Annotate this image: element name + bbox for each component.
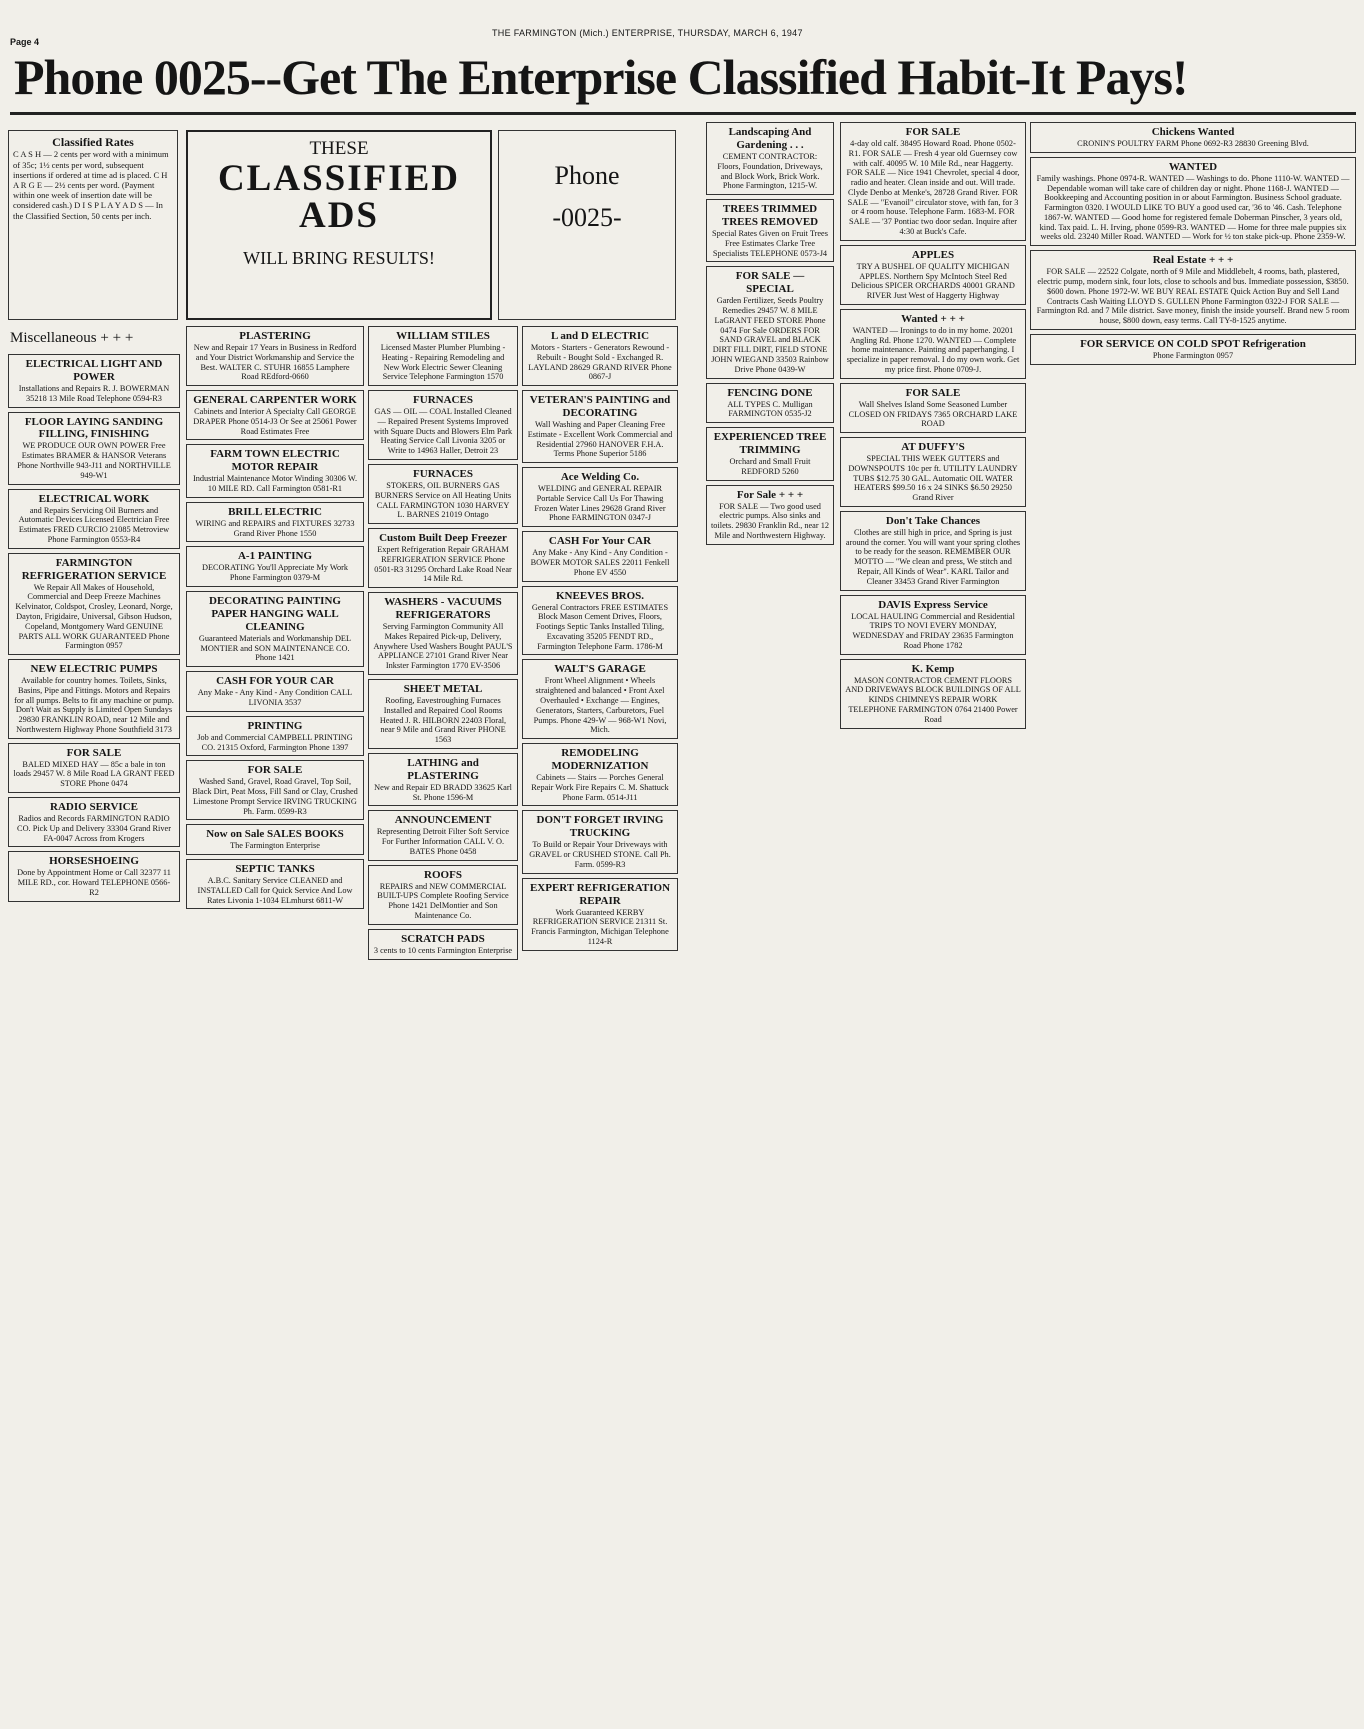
promo-ads: ADS [298, 195, 380, 236]
ad-title: Real Estate + + + [1152, 254, 1234, 267]
ad-body: CEMENT CONTRACTOR: Floors, Foundation, Driveways, and Block Work, Brick Work. Phone Farmington, 1215-W. [717, 151, 823, 191]
ad-title: ELECTRICAL LIGHT AND POWER [25, 358, 163, 383]
ad-title: FLOOR LAYING SANDING FILLING, FINISHING [24, 415, 164, 441]
classified-promo [186, 130, 492, 320]
ad-title: WALT'S GARAGE [554, 663, 646, 676]
rates-box [8, 130, 178, 320]
ad-body: Serving Farmington Community All Makes Repaired Pick-up, Delivery, Anywhere Used Washers Bought PAUL'S APPLIANCE 27101 Grand River Near Inkster Farmington 1770 EV-3506 [373, 622, 513, 671]
ad-body: SPECIAL THIS WEEK GUTTERS and DOWNSPOUTS 10c per ft. UTILITY LAUNDRY TUBS $12.75 30 GAL. Automatic OIL WATER HEATERS $99.50 16 x 24 SINKS $6.50 29250 Grand River [848, 454, 1018, 503]
ad-body: Front Wheel Alignment • Wheels straightened and balanced • Front Axel Overhauled • Exchange — Engines, Generators, Starters, Carburetors, Fuel Pumps. Phone 429-W — 968-W1 Novi, Mich. [533, 676, 667, 735]
banner-headline: Phone 0025--Get The Enterprise Classified Habit-It Pays! [14, 49, 1188, 105]
ad-body: DECORATING You'll Appreciate My Work Phone Farmington 0379-M [201, 563, 349, 583]
ad-title: Now on Sale SALES BOOKS [206, 828, 344, 841]
ad-title: FURNACES [413, 467, 473, 480]
ad-title: FURNACES [413, 394, 473, 407]
classified-ad [840, 309, 1026, 379]
ad-title: For Sale + + + [736, 488, 804, 501]
ad-title: Wanted + + + [901, 312, 965, 325]
ad-title: APPLES [911, 248, 955, 261]
classified-ad [368, 929, 518, 960]
column-2 [186, 326, 364, 1723]
page-header [0, 0, 1364, 54]
ad-body: Orchard and Small Fruit REDFORD 5260 [729, 457, 811, 476]
classified-ad [706, 122, 834, 195]
classified-ad [368, 528, 518, 588]
ad-body: Garden Fertilizer, Seeds Poultry Remedies 29457 W. 8 MILE LaGRANT FEED STORE Phone 0474 For Sale ORDERS FOR SAND GRAVEL and BLACK DIRT FILL DIRT, FIELD STONE JOHN WIEGAND 33503 Rainbow Drive Phone 0439-W [711, 296, 829, 374]
promo-these: THESE [309, 138, 369, 159]
ad-body: We Repair All Makes of Household, Commercial and Deep Freeze Machines Kelvinator, Coldspot, Crosley, Leonard, Norge, Dayton, Frigidaire, Universal, Gibson Hudson, Copeland, Montgomery Ward GENUINE PARTS ALL WORK GUARANTEED Phone Farmington 0957 [15, 582, 173, 651]
classified-ad [8, 743, 180, 793]
classified-ad [368, 753, 518, 807]
classified-ad [8, 851, 180, 901]
classified-ad [522, 531, 678, 581]
ad-title: ROOFS [424, 868, 462, 881]
ad-title: SCRATCH PADS [401, 932, 485, 945]
ad-title: WILLIAM STILES [396, 330, 490, 342]
rates-title: Classified Rates [52, 135, 134, 149]
classified-ad [840, 245, 1026, 305]
classified-ad [1030, 334, 1356, 365]
ad-body: BALED MIXED HAY — 85c a bale in ton loads 29457 W. 8 Mile Road LA GRANT FEED STORE Phone 0474 [13, 759, 175, 789]
classified-ad [186, 390, 364, 440]
ad-title: Custom Built Deep Freezer [379, 532, 507, 545]
ad-title: FOR SERVICE ON COLD SPOT Refrigeration [1080, 337, 1306, 350]
ad-title: BRILL ELECTRIC [228, 505, 322, 518]
classified-ad [368, 679, 518, 749]
ad-body: Expert Refrigeration Repair GRAHAM REFRIGERATION SERVICE Phone 0501-R3 31295 Orchard Lake Road Near 14 Mile Rd. [374, 545, 512, 584]
ad-body: Roofing, Eavestroughing Furnaces Installed and Repaired Cool Rooms Heated J. R. HILBORN 22403 Floral, near 9 Mile and Grand River PHONE 1563 [379, 695, 507, 745]
dateline: THE FARMINGTON (Mich.) ENTERPRISE, THURSDAY, MARCH 6, 1947 [492, 28, 803, 38]
ad-body: Representing Detroit Filter Soft Service For Further Information CALL V. O. BATES Phone 0458 [376, 827, 510, 856]
ad-body: Phone Farmington 0957 [1152, 350, 1234, 360]
classified-ad [8, 659, 180, 739]
classified-ad [186, 546, 364, 587]
classified-ad [186, 671, 364, 712]
rates-body: C A S H — 2 cents per word with a minimum of 35c; 1½ cents per word, subsequent insertions if ordered at time ad is placed. C H A R G E — 2½ cents per word. (Payment within one week of insertion date will be considered cash.) D I S P L A Y A D S — In the Classified Section, 50 cents per inch. [13, 149, 169, 221]
ad-title: CASH FOR YOUR CAR [216, 675, 334, 688]
ad-body: FOR SALE — 22522 Colgate, north of 9 Mile and Middlebelt, 4 rooms, bath, plastered, electric pump, modern sink, four lots, close to schools and bus. Immediate possession, $3850. $600 down. Phone 1972-W. WE BUY REAL ESTATE Quick Action Buy and Sell Land Contracts Cash Waiting LLOYD S. GULLEN Phone Farmington 0322-J FOR SALE — Farmington Rd. and 7 Mile district. Save money, finish the inside yourself. Brand new 5 room house, $800 down, easy terms. Call TY-8-1525 anytime. [1036, 267, 1350, 326]
ad-title: FOR SALE [247, 764, 303, 777]
ad-body: REPAIRS and NEW COMMERCIAL BUILT-UPS Complete Roofing Service Phone 1421 DelMontier and Son Maintenance Co. [377, 881, 509, 920]
classified-ad [706, 383, 834, 424]
ad-body: WE PRODUCE OUR OWN POWER Free Estimates BRAMER & HANSOR Veterans Phone Northville 943-J11 and NORTHVILLE 949-W1 [17, 441, 171, 480]
ad-body: CRONIN'S POULTRY FARM Phone 0692-R3 28830 Greening Blvd. [1077, 138, 1309, 148]
ad-title: EXPERT REFRIGERATION REPAIR [529, 881, 671, 907]
classified-ad [368, 464, 518, 524]
ad-title: DECORATING PAINTING PAPER HANGING WALL CLEANING [209, 594, 341, 633]
ad-title: FOR SALE [905, 126, 961, 138]
classified-ad [368, 592, 518, 675]
page-number: Page 4 [10, 37, 40, 47]
ad-body: WIRING and REPAIRS and FIXTURES 32733 Grand River Phone 1550 [195, 518, 355, 538]
classified-ad [186, 326, 364, 386]
ad-body: MASON CONTRACTOR CEMENT FLOORS AND DRIVEWAYS BLOCK BUILDINGS OF ALL KINDS CHIMNEYS REPAIR WORK TELEPHONE FARMINGTON 0764 21400 Power Road [845, 675, 1021, 724]
ad-title: HORSESHOEING [49, 855, 139, 868]
classified-ad [186, 444, 364, 498]
ad-title: CASH For Your CAR [548, 535, 652, 548]
ad-title: Ace Welding Co. [560, 471, 640, 484]
column-5 [706, 122, 834, 1723]
ad-body: Washed Sand, Gravel, Road Gravel, Top Soil, Black Dirt, Peat Moss, Fill Sand or Clay, Crushed Limestone Prompt Service IRVING TRUCKING Ph. Farm. 0599-R3 [192, 777, 358, 816]
ad-title: DAVIS Express Service [878, 598, 988, 611]
ad-title: FOR SALE — SPECIAL [735, 270, 805, 296]
ad-title: TREES TRIMMED TREES REMOVED [721, 203, 819, 229]
classified-ad [186, 591, 364, 667]
ad-body: TRY A BUSHEL OF QUALITY MICHIGAN APPLES. Northern Spy McIntoch Steel Red Delicious SPICER ORCHARDS 40001 GRAND RIVER Just West of Haggerty Highway [851, 261, 1015, 301]
classified-ad [706, 199, 834, 262]
ad-body: Industrial Maintenance Motor Winding 30306 W. 10 MILE RD. Call Farmington 0581-R1 [192, 474, 358, 494]
ad-body: ALL TYPES C. Mulligan FARMINGTON 0535-J2 [727, 399, 813, 419]
column-6 [840, 122, 1026, 1723]
ad-body: General Contractors FREE ESTIMATES Block Mason Cement Drives, Floors, Footings Septic Tanks Installed Tiling, Excavating 35205 FENDT RD., Farmington Telephone Farm. 1786-M [531, 602, 669, 651]
ad-title: RADIO SERVICE [50, 801, 138, 814]
phone-number: -0025- [552, 203, 622, 232]
classified-ad [8, 489, 180, 549]
classified-ad [706, 485, 834, 545]
ad-body: Special Rates Given on Fruit Trees Free Estimates Clarke Tree Specialists TELEPHONE 0573-J4 [712, 229, 828, 258]
ad-body: 3 cents to 10 cents Farmington Enterprise [373, 945, 513, 955]
column-4 [522, 326, 678, 1723]
ad-body: STOKERS, OIL BURNERS GAS BURNERS Service on All Heating Units CALL FARMINGTON 1030 HARVEY L. BARNES 21019 Ontago [374, 480, 512, 520]
classified-ad [522, 810, 678, 873]
classified-ad [706, 266, 834, 378]
ad-body: Guaranteed Materials and Workmanship DEL MONTIER and SON MAINTENANCE CO. Phone 1421 [198, 633, 352, 663]
ad-title: Landscaping And Gardening . . . [728, 126, 812, 151]
ad-body: A.B.C. Sanitary Service CLEANED and INSTALLED Call for Quick Service And Low Rates Livonia 1-1034 ELmhurst 6811-W [197, 876, 353, 905]
classified-ad [840, 511, 1026, 591]
classified-ad [840, 383, 1026, 433]
classified-ad [522, 390, 678, 463]
ad-body: Any Make - Any Kind - Any Condition CALL LIVONIA 3537 [197, 688, 353, 707]
ad-body: WELDING and GENERAL REPAIR Portable Service Call Us For Thawing Frozen Water Lines 29628 Grand River Phone FARMINGTON 0347-J [534, 484, 666, 523]
ad-body: Cabinets — Stairs — Porches General Repair Work Fire Repairs C. M. Shattuck Phone Farm. 0514-J11 [531, 773, 669, 802]
classified-ad [368, 810, 518, 860]
ad-body: Job and Commercial CAMPBELL PRINTING CO. 21315 Oxford, Farmington Phone 1397 [197, 732, 353, 752]
ad-body: Any Make - Any Kind - Any Condition - BOWER MOTOR SALES 22011 Fenkell Phone EV 4550 [530, 548, 670, 577]
ad-body: GAS — OIL — COAL Installed Cleaned — Repaired Present Systems Improved with Square Ducts and Blowers Elm Park Heating Service Call Livonia 3205 or Write to 14963 Haller, Detroit 23 [373, 407, 513, 456]
ad-title: FARMINGTON REFRIGERATION SERVICE [21, 556, 167, 582]
ad-title: FOR SALE [905, 386, 961, 399]
ad-body: and Repairs Servicing Oil Burners and Automatic Devices Licensed Electrician Free Estimates FRED CURCIO 21085 Metroview Phone Farmington 0553-R4 [18, 505, 170, 544]
classified-ad [840, 122, 1026, 241]
ad-body: Motors - Starters - Generators Rewound - Rebuilt - Bought Sold - Exchanged R. LAYLAND 28629 GRAND RIVER Phone 0867-J [528, 342, 672, 382]
classified-ad [186, 824, 364, 855]
ad-title: ANNOUNCEMENT [394, 814, 492, 827]
ad-body: FOR SALE — Two good used electric pumps. Also sinks and toilets. 29830 Franklin Rd., near 12 Mile and Northwestern Highway. [711, 501, 829, 540]
ad-title: FENCING DONE [727, 386, 813, 399]
classified-ad [8, 797, 180, 847]
classified-ad [8, 354, 180, 408]
classified-ad [522, 659, 678, 739]
ad-title: PLASTERING [239, 330, 311, 342]
classified-ad [368, 390, 518, 460]
classified-ad [368, 865, 518, 925]
classified-ad [522, 586, 678, 656]
ad-body: The Farmington Enterprise [230, 841, 320, 851]
ad-body: Family washings. Phone 0974-R. WANTED — Washings to do. Phone 1110-W. WANTED — Dependable woman will take care of children day or night. Phone 1168-J. WANTED — Bookkeeping and Accounting position in or about Farmington. Business School graduate. Farmington 0320. I WOULD LIKE TO BUY a good used car, '36 to '46. Cash. Telephone 1867-W. WANTED — Good home for registered female Doberman Pinscher, 3 years old, kind. Tax paid. L. H. Irving, phone 0599-R3. WANTED — Home for three male puppies six weeks old. 23240 Miller Road. WANTED — Work for ½ ton stake pick-up. Phone 2359-W. [1036, 173, 1350, 242]
classified-ad [840, 437, 1026, 507]
column-1 [8, 354, 180, 1723]
ad-title: WANTED [1168, 160, 1218, 173]
classified-ad [522, 326, 678, 386]
classified-ad [1030, 157, 1356, 246]
ad-title: A-1 PAINTING [237, 550, 313, 563]
classified-ad [8, 412, 180, 485]
ad-body: LOCAL HAULING Commercial and Residential TRIPS TO NOVI EVERY MONDAY, WEDNESDAY and FRIDAY 23635 Farmington Road Phone 1782 [851, 611, 1015, 650]
miscellaneous-heading: Miscellaneous + + + [10, 330, 134, 346]
classified-ad [522, 878, 678, 951]
ad-title: REMODELING MODERNIZATION [551, 747, 649, 773]
banner-rule [10, 112, 1356, 115]
ad-title: VETERAN'S PAINTING and DECORATING [529, 394, 671, 420]
ad-body: Wall Washing and Paper Cleaning Free Estimate - Excellent Work Commercial and Residential 27960 HANOVER F.H.A. Terms Phone Superior 5186 [527, 420, 673, 459]
ad-title: PRINTING [247, 719, 303, 732]
classified-ad [8, 553, 180, 655]
phone-word: Phone [554, 161, 620, 190]
ad-body: Available for country homes. Toilets, Sinks, Basins, Pipe and Fittings. Motors and Repairs for all pumps. Belts to fit any machine or pump. Don't Wait as Supply is Limited Open Sundays 29830 FRANKLIN ROAD, near 12 Mile and Northwestern Highway Phone Southfield 3173 [14, 676, 174, 734]
ad-body: Clothes are still high in price, and Spring is just around the corner. You will want your spring clothes to be ready for the season. REMEMBER OUR MOTTO — "We clean and press, We stitch and Repair, All Kinds of Wear". KARL Tailor and Cleaner 33453 Grand River Farmington [845, 527, 1021, 586]
ad-body: New and Repair ED BRADD 33625 Karl St. Phone 1596-M [374, 782, 512, 802]
phone-box [498, 130, 676, 320]
classified-ad [1030, 250, 1356, 330]
ad-body: Work Guaranteed KERBY REFRIGERATION SERVICE 21311 St. Francis Farmington, Michigan Telephone 1124-R [531, 907, 669, 946]
column-7 [1030, 122, 1356, 1723]
ad-body: 4-day old calf. 38495 Howard Road. Phone 0502-R1. FOR SALE — Fresh 4 year old Guernsey cow with calf. 40095 W. 10 Mile Rd., near Haggerty. FOR SALE — Nice 1941 Chevrolet, special 4 door, radio and heater. Clean inside and out. Will trade. Clyde Denbo at Menke's, 28728 Grand River. FOR SALE — "Evanoil" circulator stove, with fan, for 3 or 4 room house. Telephone Farm. 1683-M. FOR SALE — '37 Pontiac two door sedan. Inquire after 4:30 at Buck's Cafe. [846, 138, 1020, 236]
ad-body: Wall Shelves Island Some Seasoned Lumber CLOSED ON FRIDAYS 7365 ORCHARD LAKE ROAD [848, 399, 1018, 429]
ad-title: WASHERS - VACUUMS REFRIGERATORS [384, 596, 502, 622]
ad-title: KNEEVES BROS. [555, 589, 645, 602]
classified-ad [840, 595, 1026, 655]
ad-title: FOR SALE [66, 746, 122, 759]
classified-ad [186, 502, 364, 543]
promo-results: WILL BRING RESULTS! [243, 248, 435, 268]
ad-body: Cabinets and Interior A Specialty Call GEORGE DRAPER Phone 0514-J3 Or See at 25061 Power Road Estimates Free [193, 407, 357, 436]
column-3 [368, 326, 518, 1723]
ad-body: Installations and Repairs R. J. BOWERMAN 35218 13 Mile Road Telephone 0594-R3 [18, 383, 170, 403]
ad-title: L and D ELECTRIC [550, 330, 650, 342]
classified-ad [840, 659, 1026, 729]
ad-title: AT DUFFY'S [901, 441, 965, 454]
ad-body: New and Repair 17 Years in Business in Redford and Your District Workmanship and Service the Best. WALTER C. STUHR 16855 Lamphere Road REdford-0660 [193, 342, 357, 382]
classified-ad [1030, 122, 1356, 153]
ad-title: K. Kemp [911, 662, 955, 675]
ad-title: Chickens Wanted [1151, 126, 1235, 138]
classified-ad [186, 716, 364, 757]
ad-body: Done by Appointment Home or Call 32377 11 MILE RD., cor. Howard TELEPHONE 0566-R2 [17, 868, 171, 897]
ad-body: Radios and Records FARMINGTON RADIO CO. Pick Up and Delivery 33304 Grand River FA-0047 Across from Krogers [17, 814, 171, 843]
ad-title: SHEET METAL [403, 683, 483, 695]
ad-title: ELECTRICAL WORK [38, 492, 150, 505]
ad-title: SEPTIC TANKS [235, 863, 315, 876]
classified-ad [706, 427, 834, 481]
promo-classified: CLASSIFIED [217, 158, 461, 199]
ad-title: DON'T FORGET IRVING TRUCKING [536, 814, 664, 840]
ad-title: LATHING and PLASTERING [407, 756, 479, 782]
ad-title: GENERAL CARPENTER WORK [193, 394, 357, 407]
classified-ad [186, 859, 364, 909]
ad-body: WANTED — Ironings to do in my home. 20201 Angling Rd. Phone 1270. WANTED — Complete home maintenance. Painting and paperhanging. I specialize in paper removal. I do my own work. Get my price first. Phone 0709-J. [846, 325, 1020, 374]
ad-title: NEW ELECTRIC PUMPS [30, 663, 158, 676]
classified-ad [522, 467, 678, 527]
ad-body: To Build or Repair Your Driveways with GRAVEL or CRUSHED STONE. Call Ph. Farm. 0599-R3 [529, 840, 671, 869]
classified-ad [186, 760, 364, 820]
ad-body: Licensed Master Plumber Plumbing - Heating - Repairing Remodeling and New Work Electric Sewer Cleaning Service Telephone Farmington 1570 [380, 342, 506, 382]
classified-ad [368, 326, 518, 386]
ad-title: FARM TOWN ELECTRIC MOTOR REPAIR [210, 448, 340, 474]
classified-ad [522, 743, 678, 806]
ad-title: EXPERIENCED TREE TRIMMING [713, 431, 827, 457]
ad-title: Don't Take Chances [885, 514, 981, 527]
